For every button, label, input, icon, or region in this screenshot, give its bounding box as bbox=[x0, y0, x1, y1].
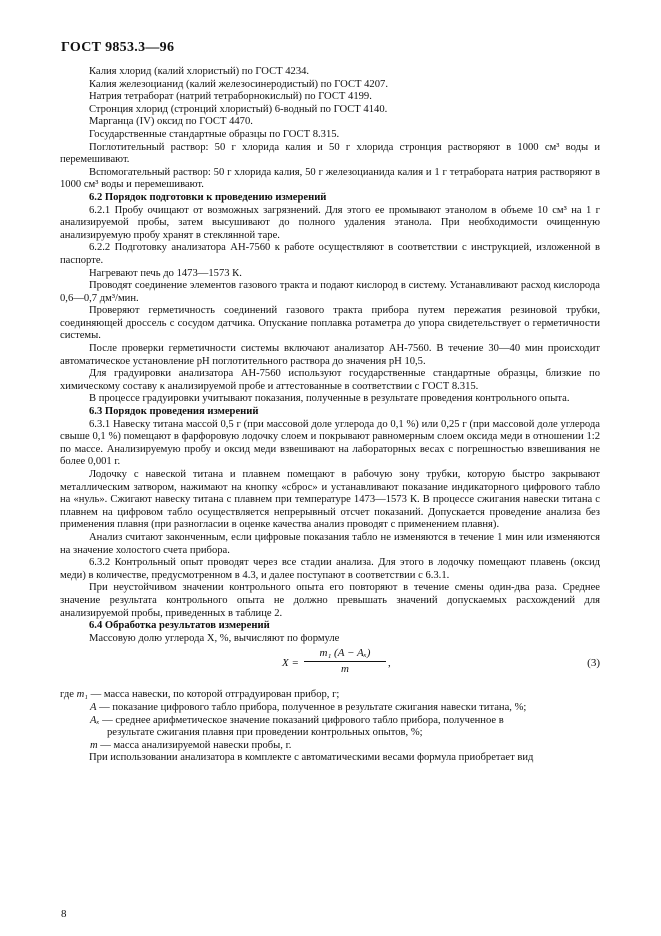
paragraph: Поглотительный раствор: 50 г хлорида калия и 50 г хлорида стронция растворяют в 1000 см³ воды и перемешивают. bbox=[60, 141, 600, 166]
paragraph: 6.2.2 Подготовку анализатора АН-7560 к работе осуществляют в соответствии с инструкцией, изложенной в паспорте. bbox=[60, 242, 600, 266]
page-header: ГОСТ 9853.3—96 bbox=[61, 40, 175, 55]
paragraph: Массовую долю углерода X, %, вычисляют по формуле bbox=[89, 632, 340, 644]
section-heading-6-2: 6.2 Порядок подготовки к проведению измерений bbox=[89, 191, 327, 203]
symbol-a: A bbox=[90, 701, 97, 713]
paragraph: Для градуировки анализатора АН-7560 используют государственные стандартные образцы, близкие по химическому составу к анализируемой пробе и аттестованные в соответствии с ГОСТ 8.315. bbox=[60, 368, 600, 392]
reagent-line: Стронция хлорид (стронций хлористый) 6-водный по ГОСТ 4140. bbox=[89, 103, 388, 115]
reagent-line: Марганца (IV) оксид по ГОСТ 4470. bbox=[89, 116, 253, 128]
definition-text: — показание цифрового табло прибора, полученное в результате сжигания навески титана, %; bbox=[96, 701, 527, 713]
formula-lhs: X = bbox=[282, 657, 299, 670]
reagent-line: Государственные стандартные образцы по ГОСТ 8.315. bbox=[89, 128, 340, 140]
definition-ax bbox=[60, 715, 600, 728]
paragraph: 6.3.2 Контрольный опыт проводят через все стадии анализа. Для этого в лодочку помещают плавень (оксид меди) в количестве, предусмотренном в 4.3, и далее поступают в соответствии с 6.3.1. bbox=[60, 557, 600, 581]
section-heading-6-4: 6.4 Обработка результатов измерений bbox=[89, 620, 270, 632]
paragraph: 6.2.1 Пробу очищают от возможных загрязнений. Для этого ее промывают этанолом в объеме 10 см³ на 1 г анализируемой пробы, затем высушивают до полного удаления этанола. При необходимости очищенную анализируемую пробу хранят в стеклянной таре. bbox=[60, 204, 600, 241]
page-body bbox=[60, 66, 600, 765]
definition-ax-continued: результате сжигания плавня при проведении контрольных опытов, %; bbox=[107, 727, 423, 739]
paragraph: Проводят соединение элементов газового тракта и подают кислород в систему. Устанавливают расход кислорода 0,6—0,7 дм³/мин. bbox=[60, 280, 600, 304]
page-number: 8 bbox=[61, 908, 67, 920]
definition-m bbox=[60, 740, 600, 753]
definition-text: — среднее арифметическое значение показаний цифрового табло прибора, полученное в bbox=[99, 714, 504, 726]
formula-number: (3) bbox=[587, 657, 600, 670]
definition-text: — масса анализируемой навески пробы, г. bbox=[97, 739, 292, 751]
paragraph: При неустойчивом значении контрольного опыта его повторяют в течение смены один-два раза. Среднее значение результата контрольного опыта не должно превышать значений допускаемых расхождений для анализируемой пробы, приведенных в таблице 2. bbox=[60, 582, 600, 619]
paragraph: Вспомогательный раствор: 50 г хлорида калия, 50 г железоцианида калия и 1 г тетрабората натрия растворяют в 1000 см³ воды и перемешивают. bbox=[60, 166, 600, 191]
paragraph: После проверки герметичности системы включают анализатор АН-7560. В течение 30—40 мин происходит автоматическое установление рН поглотительного раствора до значения рН 10,5. bbox=[60, 343, 600, 367]
paragraph: При использовании анализатора в комплекте с автоматическими весами формула приобретает вид bbox=[89, 752, 534, 764]
paragraph: Анализ считают законченным, если цифровые показания табло не изменяются в течение 1 мин или изменяются на значение холостого счета прибора. bbox=[60, 531, 600, 556]
reagent-line: Калия хлорид (калий хлористый) по ГОСТ 4234. bbox=[89, 66, 310, 77]
formula-fraction bbox=[304, 647, 386, 675]
definition-m1 bbox=[60, 689, 600, 702]
formula-3 bbox=[60, 645, 600, 689]
paragraph: В процессе градуировки учитывают показания, полученные в результате проведения контрольного опыта. bbox=[89, 393, 570, 405]
symbol-m: m bbox=[90, 739, 98, 751]
section-heading-6-3: 6.3 Порядок проведения измерений bbox=[89, 406, 259, 418]
paragraph: Проверяют герметичность соединений газового тракта прибора путем пережатия резиновой трубки, соединяющей дроссель с сосудом датчика. Опускание поплавка ротаметра до упора свидетельствует о герметичности системы. bbox=[60, 305, 600, 342]
symbol-ax: Aₓ bbox=[90, 714, 100, 726]
reagent-line: Натрия тетраборат (натрий тетраборнокислый) по ГОСТ 4199. bbox=[89, 91, 372, 103]
where-label: где bbox=[60, 689, 74, 701]
paragraph: Нагревают печь до 1473—1573 К. bbox=[89, 267, 242, 279]
formula-comma: , bbox=[388, 657, 391, 670]
paragraph: 6.3.1 Навеску титана массой 0,5 г (при массовой доле углерода до 0,1 %) или 0,25 г (при массовой доле углерода свыше 0,1 %) помещают в фарфоровую лодочку слоем и покрывают равномерным слоем оксида меди в отношении 1:2 по массе. Анализируемую пробу и оксид меди взвешивают на лабораторных весах с погрешностью взвешивания не более 0,001 г. bbox=[60, 418, 600, 468]
formula-denominator: m bbox=[341, 662, 349, 675]
formula-numerator: m₁ (A − Aₓ) bbox=[304, 647, 386, 662]
reagent-line: Калия железоцианид (калий железосинеродистый) по ГОСТ 4207. bbox=[89, 78, 388, 90]
paragraph: Лодочку с навеской титана и плавнем помещают в рабочую зону трубки, которую быстро закрывают металлическим затвором, нажимают на кнопку «сброс» и устанавливают показание индикаторного цифрового табло на «нуль». Сжигают навеску титана с плавнем при температуре 1473—1573 К. В процессе сжигания навески титана с плавнем на цифровом табло осуществляется непрерывный отсчет показаний. Допускается проведение анализа без применения плавня (при разногласии в оценке качества анализ проводят с применением плавня). bbox=[60, 469, 600, 531]
symbol-m1: m₁ bbox=[76, 689, 88, 701]
definition-a bbox=[60, 702, 600, 715]
definition-text: — масса навески, по которой отградуирован прибор, г; bbox=[87, 689, 340, 701]
